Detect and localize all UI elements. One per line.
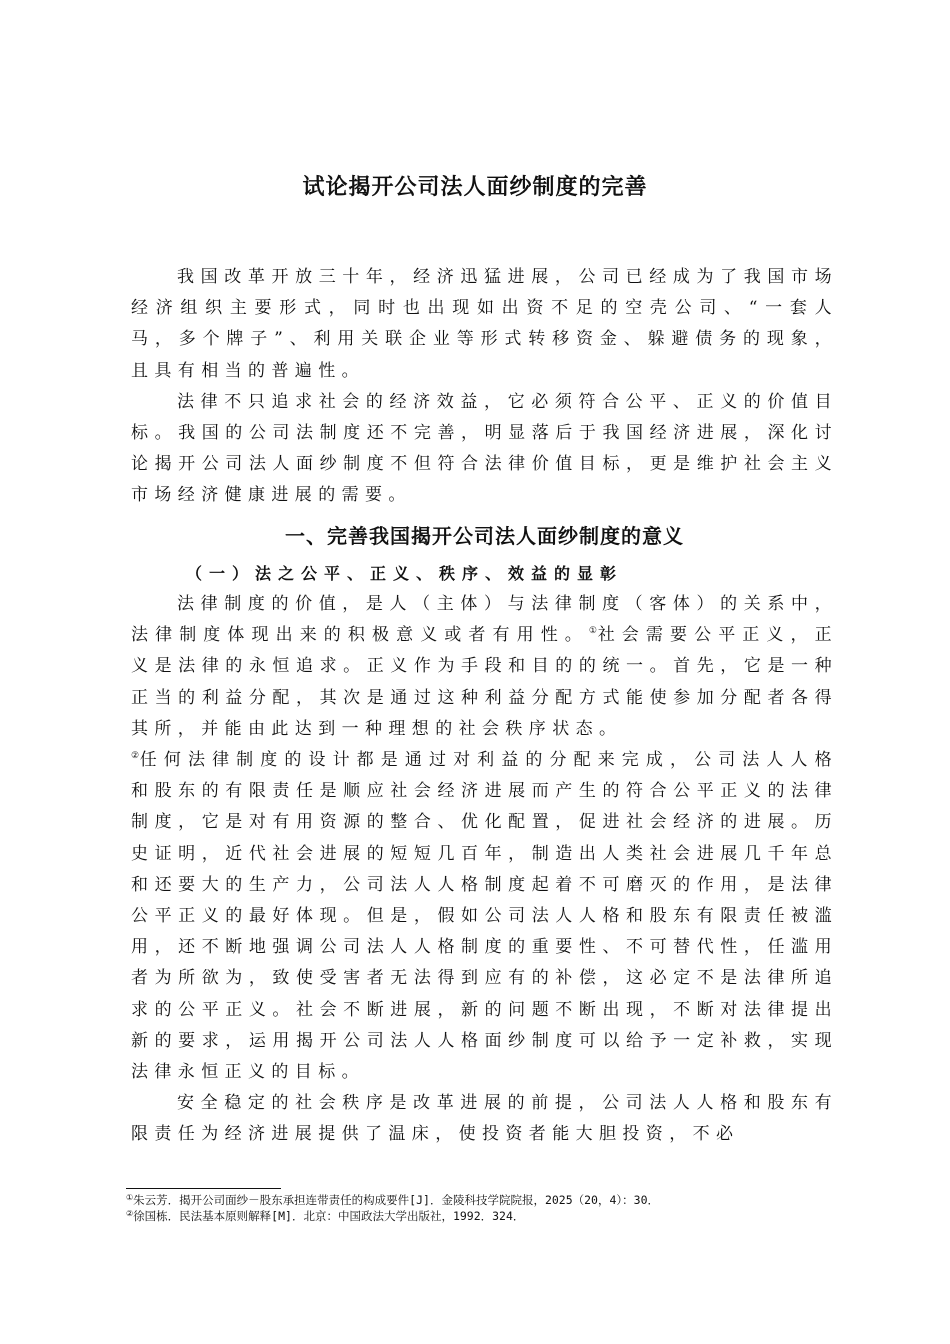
footnote-mark: ② xyxy=(126,1209,134,1218)
section-1-body xyxy=(131,589,838,1151)
section-heading-1: 一、完善我国揭开公司法人面纱制度的意义 xyxy=(285,524,684,548)
footnote-2 xyxy=(126,1208,846,1224)
intro-paragraph-2: 法律不只追求社会的经济效益，它必须符合公平、正义的价值目标。我国的公司法制度还不完善，明显落后于我国经济进展，深化讨论揭开公司法人面纱制度不但符合法律价值目标，更是维护社会主义市场经济健康进展的需要。 xyxy=(131,391,838,506)
paper-title: 试论揭开公司法人面纱制度的完善 xyxy=(302,175,648,200)
footnote-mark: ① xyxy=(126,1193,134,1202)
footnote-separator xyxy=(126,1188,281,1189)
footnote-ref-1: ① xyxy=(588,626,598,637)
footnote-1 xyxy=(126,1192,846,1208)
intro-section xyxy=(131,262,838,512)
footnote-text: 徐国栋．民法基本原则解释[M]．北京：中国政法大学出版社，1992．324． xyxy=(133,1209,525,1223)
footnote-ref-2: ② xyxy=(131,751,140,762)
section-1-paragraph-1 xyxy=(131,589,838,1088)
footnote-text: 朱云芳．揭开公司面纱－股东承担连带责任的构成要件[J]．金陵科技学院院报，2025（20，4）：30． xyxy=(133,1193,660,1207)
text-run: 社会需要公平正义，正义是法律的永恒追求。正义作为手段和目的的统一。首先，它是一种正当的利益分配，其次是通过这种利益分配方式能使参加分配者各得其所，并能由此达到一种理想的社会秩序状态。 xyxy=(131,625,839,739)
section-1-paragraph-2: 安全稳定的社会秩序是改革进展的前提，公司法人人格和股东有限责任为经济进展提供了温床，使投资者能大胆投资，不必 xyxy=(131,1093,838,1145)
intro-paragraph-1: 我国改革开放三十年，经济迅猛进展，公司已经成为了我国市场经济组织主要形式，同时也出现如出资不足的空壳公司、“一套人马，多个牌子”、利用关联企业等形式转移资金、躲避债务的现象，且具有相当的普遍性。 xyxy=(131,267,838,381)
text-run: 任何法律制度的设计都是通过对利益的分配来完成，公司法人人格和股东的有限责任是顺应社会经济进展而产生的符合公平正义的法律制度，它是对有用资源的整合、优化配置，促进社会经济的进展。历史证明，近代社会进展的短短几百年，制造出人类社会进展几千年总和还要大的生产力，公司法人人格制度起着不可磨灭的作用，是法律公平正义的最好体现。但是，假如公司法人人格和股东有限责任被滥用，还不断地强调公司法人人格制度的重要性、不可替代性，任滥用者为所欲为，致使受害者无法得到应有的补偿，这必定不是法律所追求的公平正义。社会不断进展，新的问题不断出现，不断对法律提出新的要求，运用揭开公司法人人格面纱制度可以给予一定补救，实现法律永恒正义的目标。 xyxy=(131,750,838,1083)
text-run: 法律制度的价值，是人（主体）与法律制度（客体）的关系中，法律制度体现出来的积极意义或者有用性。 xyxy=(131,594,838,646)
footnotes xyxy=(126,1192,846,1224)
subsection-heading-1: （一）法之公平、正义、秩序、效益的显彰 xyxy=(186,564,624,583)
